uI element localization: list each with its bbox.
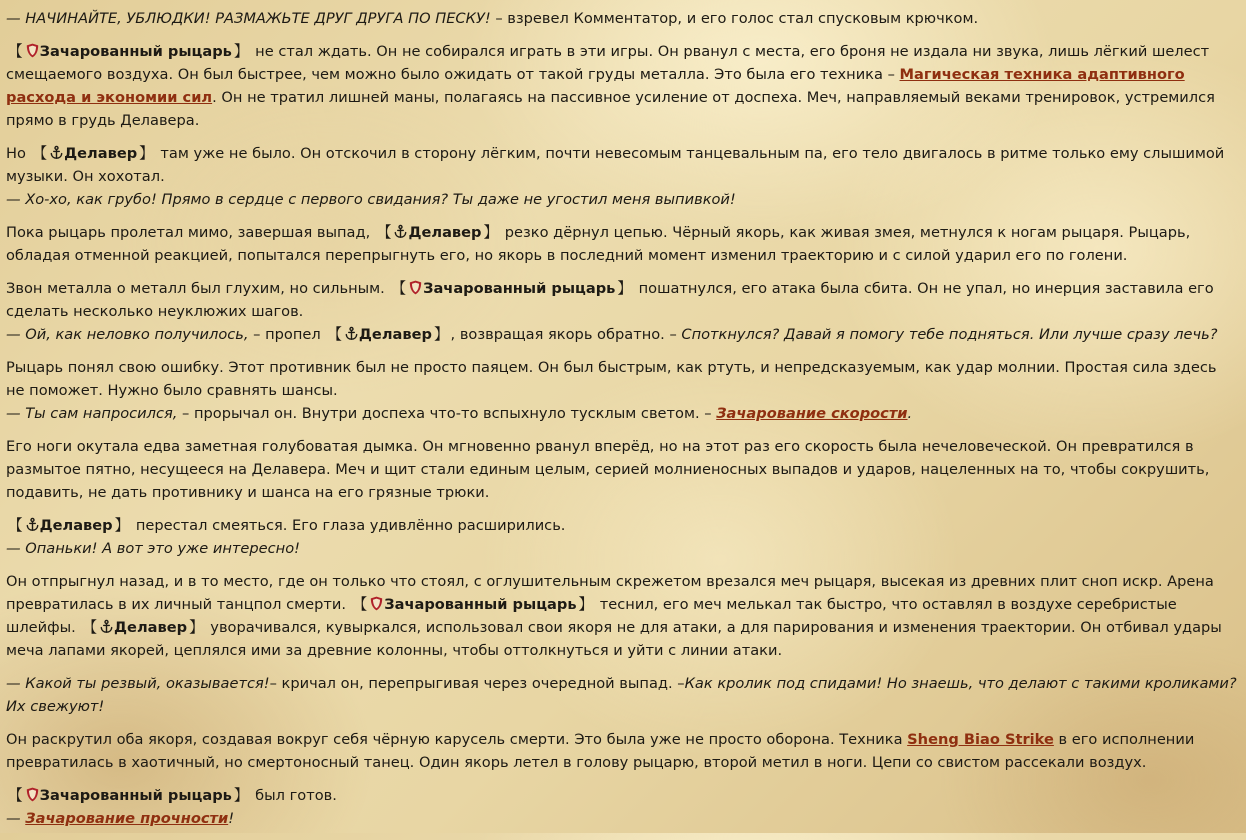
anchor-icon	[26, 517, 39, 532]
skill-link-durability[interactable]: Зачарование прочности	[25, 810, 229, 827]
narration-text: – взревел Комментатор, и его голос стал спусковым крючком.	[490, 10, 979, 27]
paragraph-4: Пока рыцарь пролетал мимо, завершая выпад, 【 Делавер 】 резко дёрнул цепью. Чёрный якорь, как живая змея, метнулся к ногам рыцаря. Рыцарь, обладая отменной реакцией, попытался перепрыгнуть его, но якорь в последний момент изменил траекторию и с силой ударил его по голени.	[6, 224, 1191, 264]
paragraph-5: Звон металла о металл был глухим, но сильным. 【 Зачарованный рыцарь 】 пошатнулся, его атака была сбита. Он не упал, но инерция заставила его сделать несколько неуклюжих шагов. — Ой, как неловко получилось, – пропел 【 Делавер 】 , возвращая якорь обратно. – Споткнулся? Давай я помогу тебе подняться. Или лучше сразу лечь?	[6, 280, 1218, 343]
character-tag-delaver: 【 Делавер 】	[32, 145, 154, 162]
character-tag-knight: 【 Зачарованный рыцарь 】	[391, 280, 632, 297]
character-tag-delaver: 【 Делавер 】	[8, 517, 130, 534]
paragraph-11: Он раскрутил оба якоря, создавая вокруг себя чёрную карусель смерти. Это была уже не просто оборона. Техника Sheng Biao Strike в его исполнении превратилась в хаотичный, но смертоносный танец. Один якорь летел в голову рыцарю, второй метил в ноги. Цепи со свистом рассекали воздух.	[6, 731, 1195, 771]
anchor-icon	[100, 619, 113, 634]
paragraph-9: Он отпрыгнул назад, и в то место, где он только что стоял, с оглушительным скрежетом врезался меч рыцаря, высекая из древних плит сноп искр. Арена превратилась в их личный танцпол смерти. 【 Зачарованный рыцарь 】 теснил, его меч мелькал так быстро, что оставлял в воздухе серебристые шлейфы. 【 Делавер 】 уворачивался, кувыркался, использовал свои якоря не для атаки, а для парирования и изменения траектории. Он отбивал удары меча лапами якорей, цеплялся ими за древние колонны, чтобы оттолкнуться и уйти с линии атаки.	[6, 573, 1222, 659]
delaver-quote: — Ой, как неловко получилось,	[6, 326, 249, 343]
character-tag-delaver: 【 Делавер 】	[327, 326, 449, 343]
delaver-quote: — Хо-хо, как грубо! Прямо в сердце с первого свидания? Ты даже не угостил меня выпивкой!	[6, 191, 736, 208]
paragraph-7: Его ноги окутала едва заметная голубоватая дымка. Он мгновенно рванул вперёд, но на этот раз его скорость была нечеловеческой. Он превратился в размытое пятно, несущееся на Делавера. Меч и щит стали единым целым, серией молниеносных выпадов и ударов, нацеленных на то, чтобы сокрушить, подавить, не дать противнику и шанса на его грязные трюки.	[6, 438, 1210, 501]
character-tag-delaver: 【 Делавер 】	[376, 224, 499, 241]
paragraph-12: 【 Зачарованный рыцарь 】 был готов. — Зачарование прочности!	[6, 787, 337, 827]
character-tag-knight: 【 Зачарованный рыцарь 】	[8, 43, 249, 60]
technique-link-adaptive[interactable]: Магическая техника адаптивного расхода и экономии сил	[6, 66, 1185, 106]
anchor-icon	[394, 224, 407, 239]
character-tag-delaver: 【 Делавер 】	[82, 619, 204, 636]
technique-link-sheng-biao[interactable]: Sheng Biao Strike	[907, 731, 1054, 748]
paragraph-2: 【 Зачарованный рыцарь 】 не стал ждать. Он не собирался играть в эти игры. Он рванул с места, его броня не издала ни звука, лишь лёгкий шелест смещаемого воздуха. Он был быстрее, чем можно было ожидать от такой груды металла. Это была его техника – Магическая техника адаптивного расхода и экономии сил. Он не тратил лишней маны, полагаясь на пассивное усиление от доспеха. Меч, направляемый веками тренировок, устремился прямо в грудь Делавера.	[6, 43, 1215, 129]
skill-link-speed[interactable]: Зачарование скорости	[716, 405, 908, 422]
knight-quote: — Ты сам напросился,	[6, 405, 178, 422]
shield-icon	[26, 43, 39, 58]
anchor-icon	[345, 326, 358, 341]
paragraph-10: — Какой ты резвый, оказывается!– кричал он, перепрыгивая через очередной выпад. –Как кролик под спидами! Но знаешь, что делают с такими кроликами? Их свежуют!	[6, 675, 1237, 715]
shield-icon	[26, 787, 39, 802]
story-page	[6, 7, 1238, 840]
paragraph-1	[6, 7, 1238, 30]
shield-icon	[370, 596, 383, 611]
character-tag-knight: 【 Зачарованный рыцарь 】	[352, 596, 594, 613]
delaver-quote: — Какой ты резвый, оказывается!	[6, 675, 270, 692]
delaver-quote: — Опаньки! А вот это уже интересно!	[6, 540, 300, 557]
paragraph-6: Рыцарь понял свою ошибку. Этот противник был не просто паяцем. Он был быстрым, как ртуть, и непредсказуемым, как удар молнии. Простая сила здесь не поможет. Нужно было сравнять шансы. — Ты сам напросился, – прорычал он. Внутри доспеха что-то вспыхнуло тусклым светом. – Зачарование скорости.	[6, 359, 1217, 422]
shield-icon	[409, 280, 422, 295]
character-tag-knight: 【 Зачарованный рыцарь 】	[8, 787, 249, 804]
anchor-icon	[50, 145, 63, 160]
paragraph-8: 【 Делавер 】 перестал смеяться. Его глаза удивлённо расширились. — Опаньки! А вот это уже интересно!	[6, 517, 566, 557]
paragraph-3: Но 【 Делавер 】 там уже не было. Он отскочил в сторону лёгким, почти невесомым танцевальным па, его тело двигалось в ритме только ему слышимой музыки. Он хохотал. — Хо-хо, как грубо! Прямо в сердце с первого свидания? Ты даже не угостил меня выпивкой!	[6, 145, 1225, 208]
commentator-shout: — НАЧИНАЙТЕ, УБЛЮДКИ! РАЗМАЖЬТЕ ДРУГ ДРУГА ПО ПЕСКУ!	[6, 10, 491, 27]
